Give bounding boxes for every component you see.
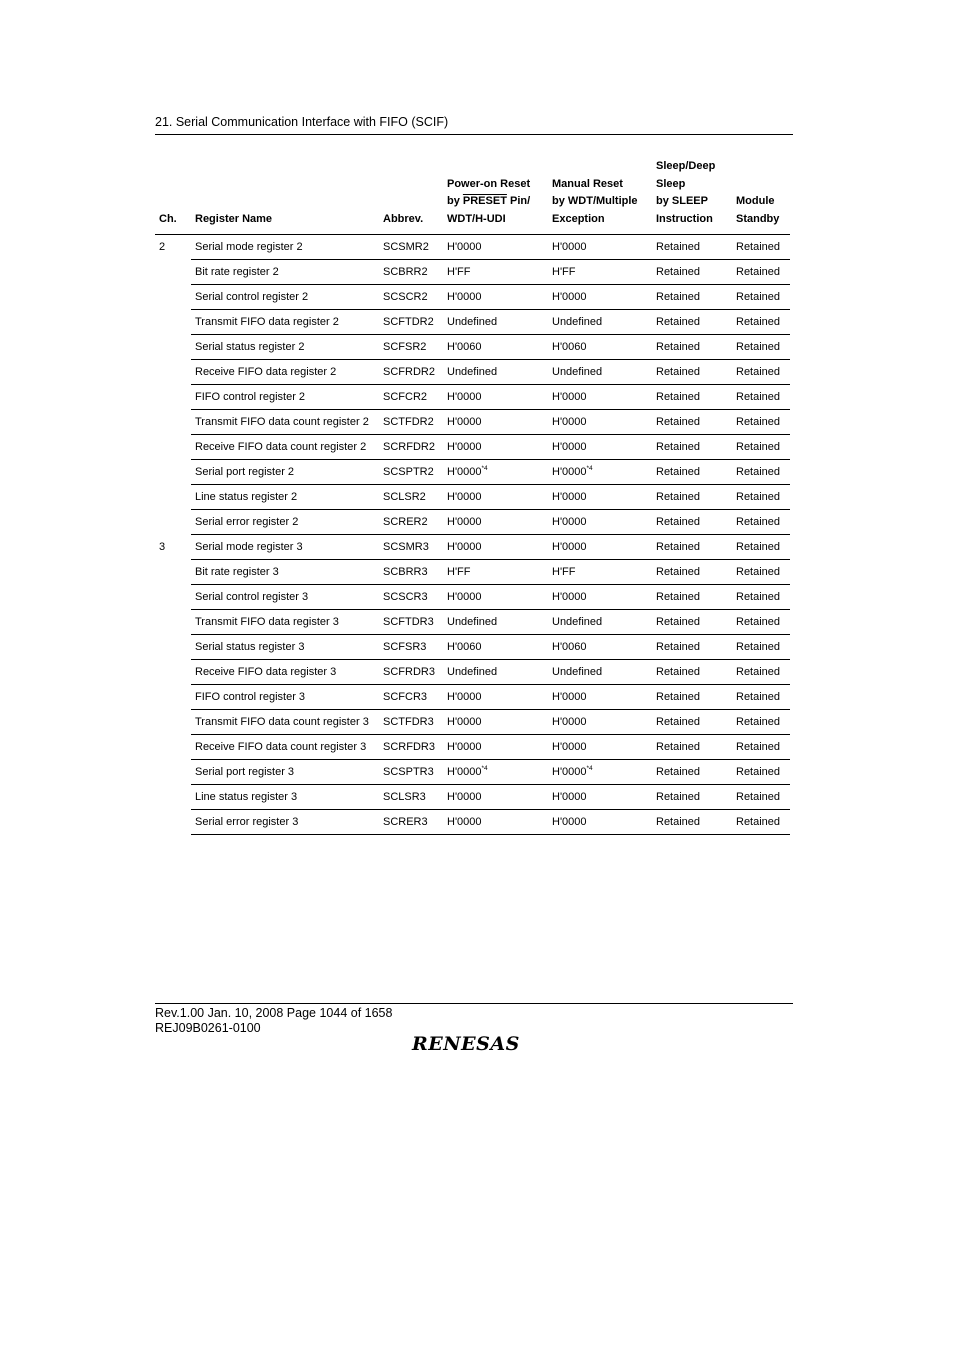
abbrev-cell: SCRFDR3 (379, 735, 443, 760)
module-standby-cell: Retained (732, 535, 790, 560)
manual-reset-cell: H'0000 (548, 510, 652, 535)
manual-reset-cell: H'0060 (548, 635, 652, 660)
module-standby-cell: Retained (732, 785, 790, 810)
abbrev-cell: SCFTDR3 (379, 610, 443, 635)
table-row (155, 735, 790, 760)
module-standby-cell: Retained (732, 310, 790, 335)
header-divider (155, 134, 793, 135)
module-standby-cell: Retained (732, 285, 790, 310)
sleep-state-cell: Retained (652, 310, 732, 335)
footer-divider (155, 1003, 793, 1004)
table-row (155, 635, 790, 660)
table-row (155, 535, 790, 560)
manual-reset-cell: H'0000 (548, 485, 652, 510)
col-header-module-standby: Module Standby (732, 158, 790, 235)
power-on-reset-cell: H'0000 (443, 510, 548, 535)
abbrev-cell: SCTFDR3 (379, 710, 443, 735)
manual-reset-cell: H'FF (548, 260, 652, 285)
power-on-reset-cell: H'0000 (443, 485, 548, 510)
register-name-cell: Serial mode register 3 (191, 535, 379, 560)
abbrev-cell: SCSPTR2 (379, 460, 443, 485)
register-name-cell: Serial error register 2 (191, 510, 379, 535)
table-row (155, 560, 790, 585)
manual-reset-cell: H'FF (548, 560, 652, 585)
module-standby-cell: Retained (732, 760, 790, 785)
table-row (155, 510, 790, 535)
abbrev-cell: SCFCR3 (379, 685, 443, 710)
table-row (155, 585, 790, 610)
sleep-state-cell: Retained (652, 435, 732, 460)
abbrev-cell: SCBRR3 (379, 560, 443, 585)
module-standby-cell: Retained (732, 685, 790, 710)
module-standby-cell: Retained (732, 435, 790, 460)
module-standby-cell: Retained (732, 410, 790, 435)
col-header-register-name: Register Name (191, 158, 379, 235)
register-name-cell: Serial port register 2 (191, 460, 379, 485)
module-standby-cell: Retained (732, 335, 790, 360)
register-name-cell: Serial control register 2 (191, 285, 379, 310)
sleep-state-cell: Retained (652, 660, 732, 685)
power-on-reset-cell: H'0000 (443, 585, 548, 610)
footnote-ref: *4 (481, 465, 488, 472)
sleep-state-cell: Retained (652, 460, 732, 485)
power-on-reset-cell: H'0000 (443, 235, 548, 260)
register-name-cell: Serial port register 3 (191, 760, 379, 785)
table-row (155, 285, 790, 310)
manual-reset-cell: H'0000 (548, 285, 652, 310)
register-name-cell: Transmit FIFO data count register 3 (191, 710, 379, 735)
abbrev-cell: SCLSR2 (379, 485, 443, 510)
footnote-ref: *4 (586, 765, 593, 772)
power-on-reset-cell: Undefined (443, 310, 548, 335)
table-header-row (155, 158, 790, 235)
module-standby-cell: Retained (732, 585, 790, 610)
abbrev-cell: SCSCR2 (379, 285, 443, 310)
module-standby-cell: Retained (732, 610, 790, 635)
abbrev-cell: SCFSR2 (379, 335, 443, 360)
table-row (155, 760, 790, 785)
abbrev-cell: SCRER3 (379, 810, 443, 835)
table-row (155, 710, 790, 735)
power-on-reset-cell: H'FF (443, 260, 548, 285)
module-standby-cell: Retained (732, 385, 790, 410)
sleep-state-cell: Retained (652, 635, 732, 660)
table-row (155, 235, 790, 260)
manual-reset-cell: H'0000 (548, 410, 652, 435)
manual-reset-cell: H'0000 (548, 710, 652, 735)
table-row (155, 310, 790, 335)
table-body (155, 235, 790, 835)
manual-reset-cell: H'0000 (548, 810, 652, 835)
sleep-state-cell: Retained (652, 510, 732, 535)
table-row (155, 660, 790, 685)
power-on-reset-cell: H'0000 (443, 710, 548, 735)
register-name-cell: Receive FIFO data register 3 (191, 660, 379, 685)
table-row (155, 385, 790, 410)
abbrev-cell: SCFCR2 (379, 385, 443, 410)
power-on-reset-cell: H'0000 (443, 685, 548, 710)
module-standby-cell: Retained (732, 735, 790, 760)
sleep-state-cell: Retained (652, 385, 732, 410)
col-header-manual-reset: Manual Reset by WDT/Multiple Exception (548, 158, 652, 235)
power-on-reset-cell: H'0000$^{*4}$ (443, 460, 548, 485)
module-standby-cell: Retained (732, 660, 790, 685)
register-name-cell: Serial status register 3 (191, 635, 379, 660)
module-standby-cell: Retained (732, 560, 790, 585)
footer-revision: Rev.1.00 Jan. 10, 2008 Page 1044 of 1658 (155, 1006, 393, 1020)
manual-reset-cell: H'0000 (548, 435, 652, 460)
manual-reset-cell: H'0000 (548, 535, 652, 560)
sleep-state-cell: Retained (652, 285, 732, 310)
manual-reset-cell: H'0000 (548, 685, 652, 710)
module-standby-cell: Retained (732, 510, 790, 535)
col-header-power-on-reset: Power-on Reset by PRESET Pin/ WDT/H-UDI (443, 158, 548, 235)
sleep-state-cell: Retained (652, 260, 732, 285)
abbrev-cell: SCRFDR2 (379, 435, 443, 460)
preset-signal: PRESET (462, 195, 507, 207)
power-on-reset-cell: H'0000 (443, 785, 548, 810)
footnote-ref: *4 (481, 765, 488, 772)
abbrev-cell: SCSPTR3 (379, 760, 443, 785)
register-name-cell: Bit rate register 3 (191, 560, 379, 585)
sleep-state-cell: Retained (652, 710, 732, 735)
table-row (155, 785, 790, 810)
register-name-cell: Transmit FIFO data register 2 (191, 310, 379, 335)
abbrev-cell: SCFSR3 (379, 635, 443, 660)
manual-reset-cell: H'0000 (548, 585, 652, 610)
abbrev-cell: SCLSR3 (379, 785, 443, 810)
power-on-reset-cell: H'0000 (443, 410, 548, 435)
register-name-cell: Serial control register 3 (191, 585, 379, 610)
sleep-state-cell: Retained (652, 685, 732, 710)
sleep-state-cell: Retained (652, 760, 732, 785)
module-standby-cell: Retained (732, 485, 790, 510)
abbrev-cell: SCSMR3 (379, 535, 443, 560)
sleep-state-cell: Retained (652, 410, 732, 435)
sleep-state-cell: Retained (652, 535, 732, 560)
module-standby-cell: Retained (732, 460, 790, 485)
register-name-cell: Transmit FIFO data count register 2 (191, 410, 379, 435)
power-on-reset-cell: H'0000 (443, 810, 548, 835)
page-header: 21. Serial Communication Interface with FIFO (SCIF) (155, 115, 449, 129)
register-name-cell: Transmit FIFO data register 3 (191, 610, 379, 635)
footnote-ref: *4 (586, 465, 593, 472)
manual-reset-cell: H'0000$^{*4}$ (548, 760, 652, 785)
register-name-cell: Line status register 2 (191, 485, 379, 510)
abbrev-cell: SCSMR2 (379, 235, 443, 260)
manual-reset-cell: Undefined (548, 610, 652, 635)
sleep-state-cell: Retained (652, 735, 732, 760)
power-on-reset-cell: Undefined (443, 660, 548, 685)
abbrev-cell: SCSCR3 (379, 585, 443, 610)
register-name-cell: Serial status register 2 (191, 335, 379, 360)
manual-reset-cell: H'0000 (548, 735, 652, 760)
sleep-state-cell: Retained (652, 560, 732, 585)
power-on-reset-cell: H'0060 (443, 635, 548, 660)
register-name-cell: FIFO control register 3 (191, 685, 379, 710)
abbrev-cell: SCBRR2 (379, 260, 443, 285)
table-row (155, 360, 790, 385)
register-name-cell: Receive FIFO data count register 3 (191, 735, 379, 760)
manual-reset-cell: H'0000$^{*4}$ (548, 460, 652, 485)
abbrev-cell: SCRER2 (379, 510, 443, 535)
power-on-reset-cell: H'0000 (443, 435, 548, 460)
abbrev-cell: SCFRDR2 (379, 360, 443, 385)
power-on-reset-cell: H'0000 (443, 735, 548, 760)
channel-cell: 3 (159, 540, 166, 553)
register-name-cell: Line status register 3 (191, 785, 379, 810)
table-row (155, 410, 790, 435)
module-standby-cell: Retained (732, 260, 790, 285)
table-row (155, 810, 790, 835)
table-row (155, 685, 790, 710)
renesas-logo: RENESAS (412, 1033, 520, 1055)
sleep-state-cell: Retained (652, 585, 732, 610)
manual-reset-cell: H'0000 (548, 385, 652, 410)
power-on-reset-cell: H'0060 (443, 335, 548, 360)
manual-reset-cell: Undefined (548, 360, 652, 385)
sleep-state-cell: Retained (652, 785, 732, 810)
col-header-abbrev: Abbrev. (379, 158, 443, 235)
footer-doc-number: REJ09B0261-0100 (155, 1021, 261, 1035)
sleep-state-cell: Retained (652, 485, 732, 510)
col-header-sleep: Sleep/Deep Sleep by SLEEP Instruction (652, 158, 732, 235)
power-on-reset-cell: H'0000 (443, 535, 548, 560)
sleep-state-cell: Retained (652, 360, 732, 385)
power-on-reset-cell: Undefined (443, 610, 548, 635)
sleep-state-cell: Retained (652, 810, 732, 835)
register-states-table (155, 158, 790, 835)
power-on-reset-cell: H'0000 (443, 385, 548, 410)
power-on-reset-cell: H'0000 (443, 285, 548, 310)
module-standby-cell: Retained (732, 710, 790, 735)
register-name-cell: Receive FIFO data count register 2 (191, 435, 379, 460)
table-row (155, 460, 790, 485)
module-standby-cell: Retained (732, 635, 790, 660)
sleep-state-cell: Retained (652, 235, 732, 260)
manual-reset-cell: H'0060 (548, 335, 652, 360)
manual-reset-cell: Undefined (548, 660, 652, 685)
table-row (155, 610, 790, 635)
table-row (155, 335, 790, 360)
abbrev-cell: SCFTDR2 (379, 310, 443, 335)
power-on-reset-cell: H'0000$^{*4}$ (443, 760, 548, 785)
manual-reset-cell: H'0000 (548, 785, 652, 810)
register-name-cell: Receive FIFO data register 2 (191, 360, 379, 385)
manual-reset-cell: Undefined (548, 310, 652, 335)
sleep-state-cell: Retained (652, 335, 732, 360)
table-row (155, 485, 790, 510)
abbrev-cell: SCFRDR3 (379, 660, 443, 685)
register-name-cell: Serial mode register 2 (191, 235, 379, 260)
register-name-cell: Bit rate register 2 (191, 260, 379, 285)
sleep-state-cell: Retained (652, 610, 732, 635)
channel-cell: 2 (159, 241, 166, 253)
table-row (155, 260, 790, 285)
module-standby-cell: Retained (732, 235, 790, 260)
table-row (155, 435, 790, 460)
power-on-reset-cell: Undefined (443, 360, 548, 385)
register-name-cell: Serial error register 3 (191, 810, 379, 835)
module-standby-cell: Retained (732, 810, 790, 835)
abbrev-cell: SCTFDR2 (379, 410, 443, 435)
col-header-ch: Ch. (155, 158, 191, 235)
power-on-reset-cell: H'FF (443, 560, 548, 585)
register-name-cell: FIFO control register 2 (191, 385, 379, 410)
module-standby-cell: Retained (732, 360, 790, 385)
manual-reset-cell: H'0000 (548, 235, 652, 260)
